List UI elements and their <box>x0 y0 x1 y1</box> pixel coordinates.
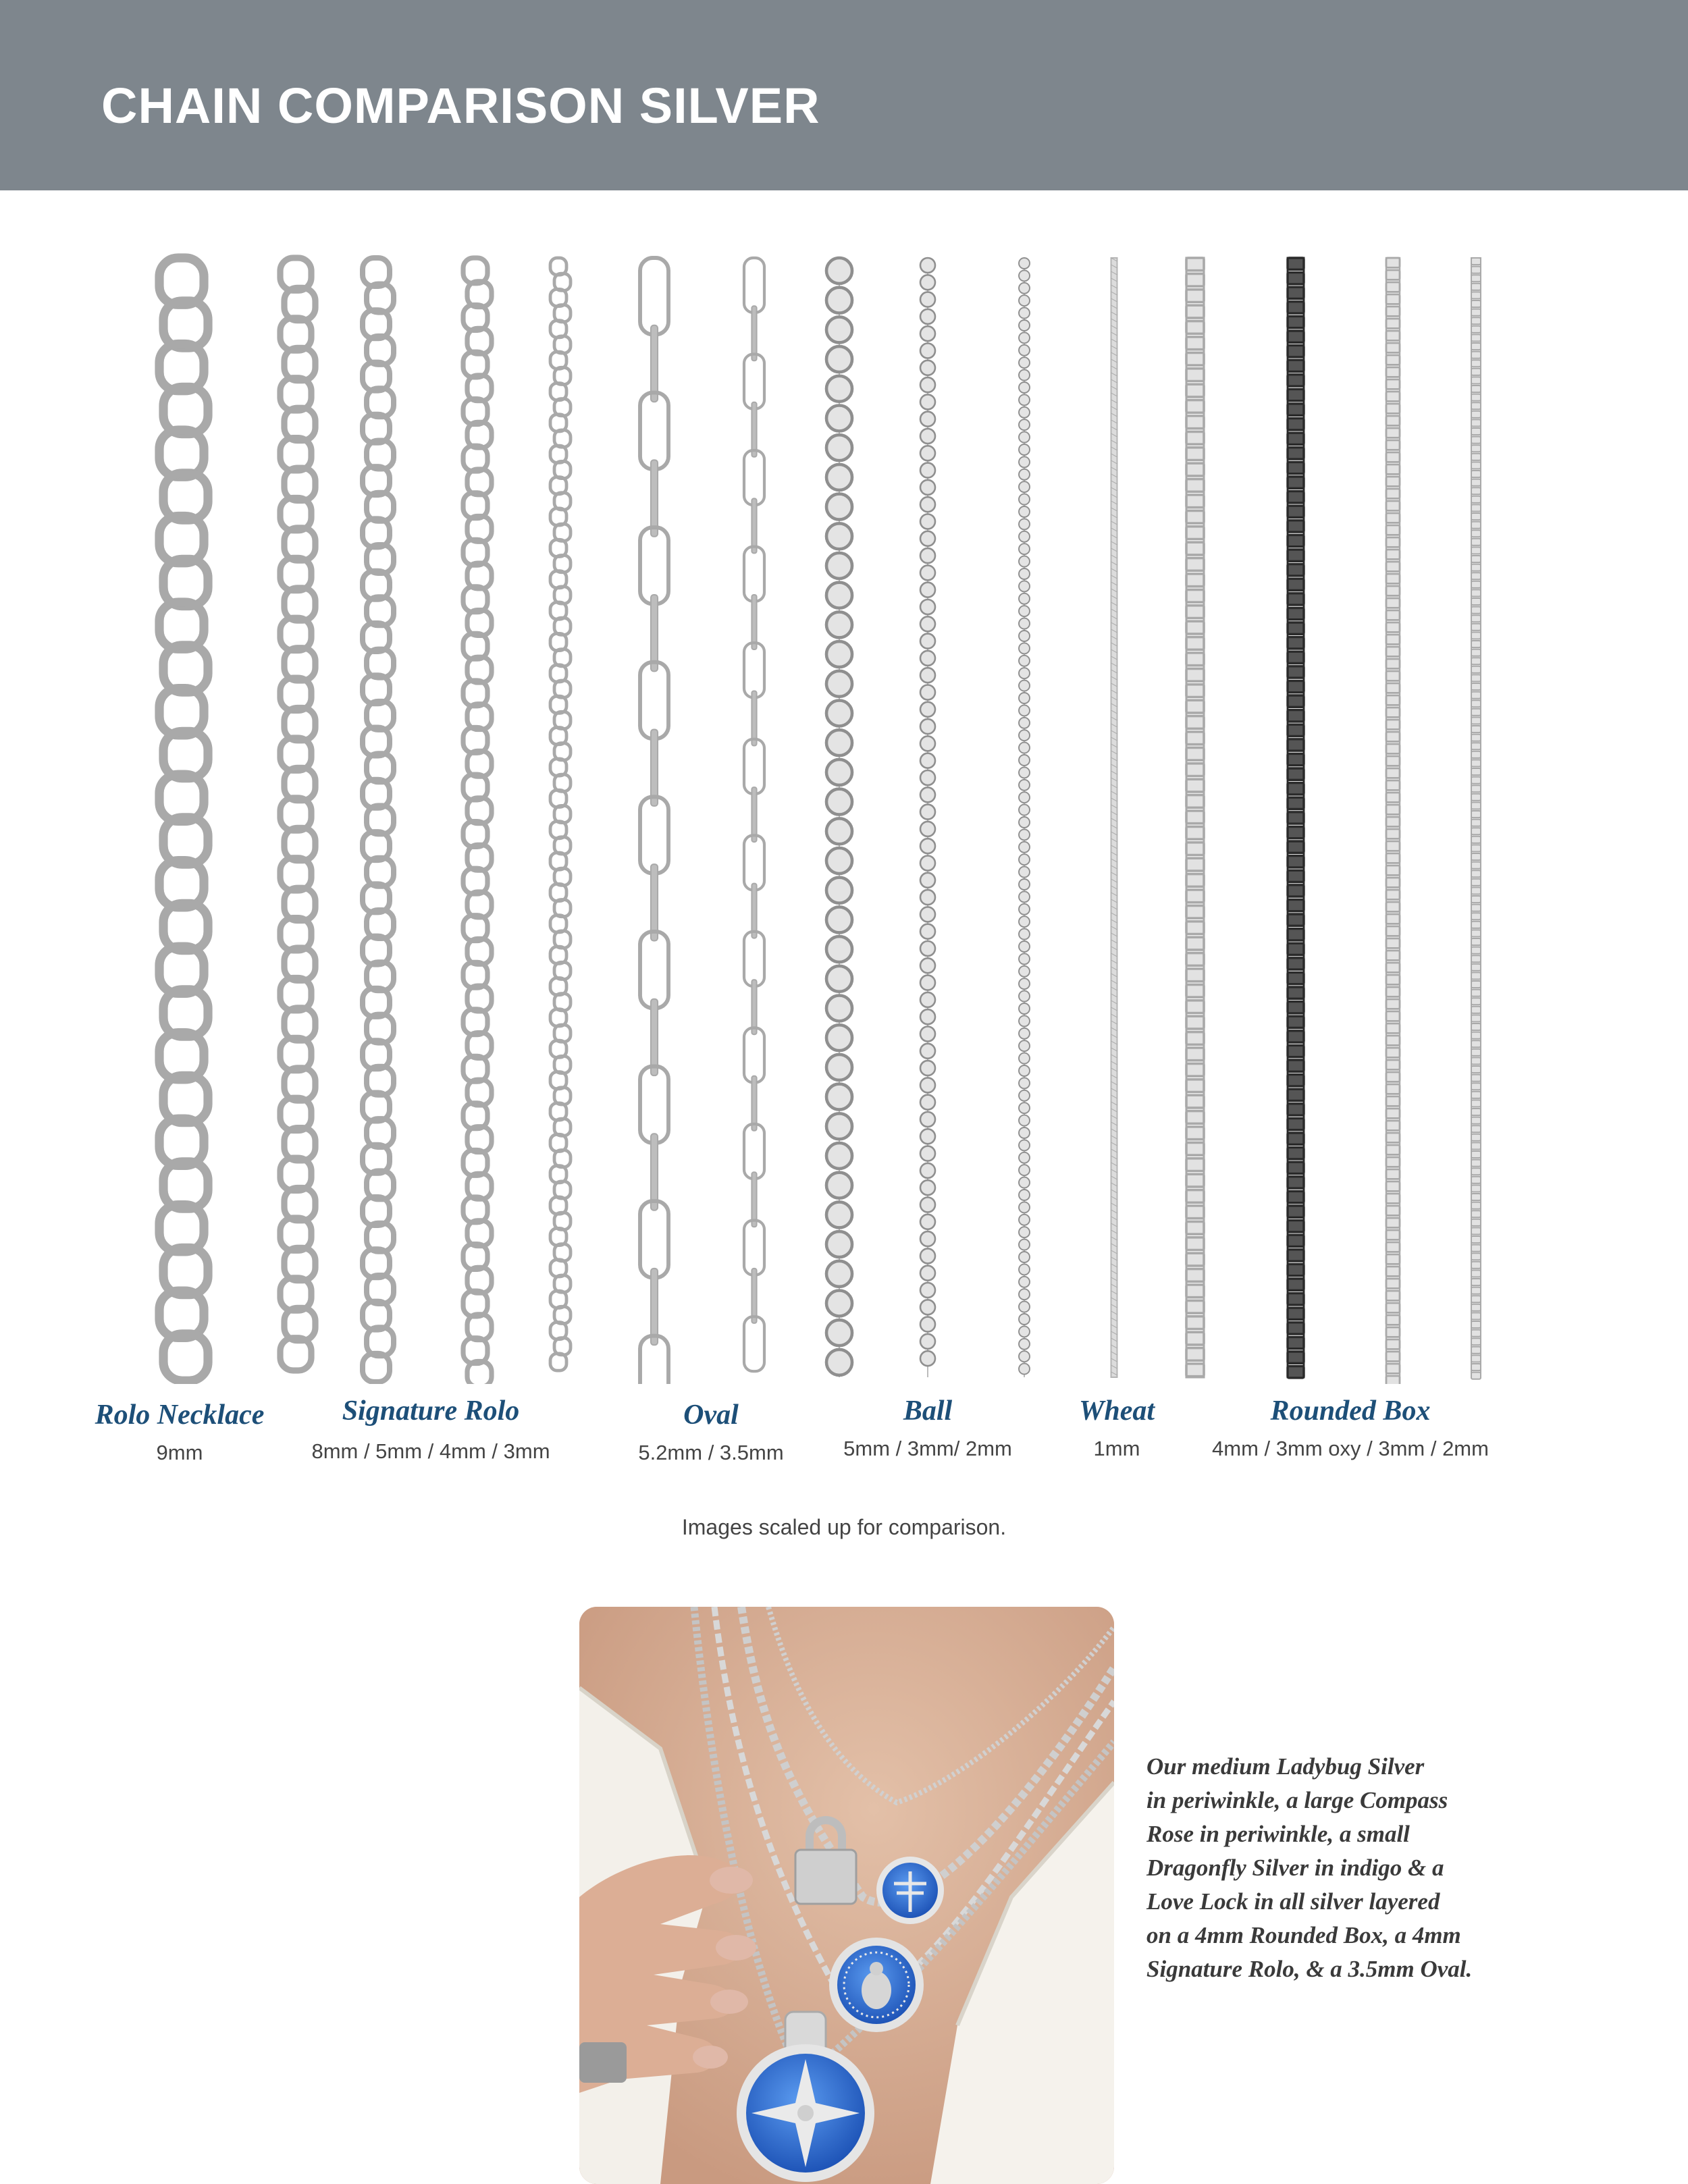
chain-signature-rolo-3mm <box>550 258 571 1370</box>
chain-ball-2mm <box>1019 258 1030 1377</box>
caption-line: Signature Rolo, & a 3.5mm Oval. <box>1146 1956 1473 1982</box>
group-label-rolo-necklace: Rolo Necklace <box>95 1400 265 1431</box>
page-title: CHAIN COMPARISON SILVER <box>101 78 820 134</box>
group-label-rounded-box: Rounded Box <box>1270 1395 1431 1427</box>
group-sizes-oval: 5.2mm / 3.5mm <box>638 1441 784 1464</box>
chain-rounded-box-2mm <box>1471 258 1481 1379</box>
group-sizes-signature-rolo: 8mm / 5mm / 4mm / 3mm <box>311 1439 550 1463</box>
group-sizes-rolo-necklace: 9mm <box>156 1441 203 1464</box>
caption-line: Dragonfly Silver in indigo & a <box>1146 1855 1444 1881</box>
chain-oval-3.5mm <box>744 258 764 1371</box>
chain-ball-5mm <box>826 258 852 1377</box>
chain-signature-rolo-4mm <box>463 258 492 1384</box>
scale-note: Images scaled up for comparison. <box>681 1515 1007 1539</box>
chain-wheat-1mm <box>1111 258 1117 1377</box>
necklace-photo-illustration <box>579 1607 1114 2184</box>
page-header <box>0 0 1688 190</box>
caption-line: Love Lock in all silver layered <box>1146 1888 1440 1915</box>
group-label-wheat: Wheat <box>1078 1395 1155 1427</box>
chain-rounded-box-3mm <box>1386 258 1400 1384</box>
chain-rounded-box-4mm <box>1186 258 1204 1377</box>
caption-line: Rose in periwinkle, a small <box>1146 1821 1410 1847</box>
chain-ball-3mm <box>920 258 935 1377</box>
group-sizes-ball: 5mm / 3mm/ 2mm <box>843 1437 1012 1460</box>
photo-caption <box>1146 1750 1525 1986</box>
caption-line: Our medium Ladybug Silver <box>1146 1753 1425 1780</box>
layered-necklace-photo <box>579 1607 1114 2184</box>
group-label-signature-rolo: Signature Rolo <box>342 1395 520 1427</box>
caption-line: in periwinkle, a large Compass <box>1146 1787 1448 1813</box>
caption-line: on a 4mm Rounded Box, a 4mm <box>1146 1922 1461 1948</box>
chain-rolo-necklace-9mm <box>159 258 208 1381</box>
chain-oval-5.2mm <box>640 258 668 1384</box>
group-label-ball: Ball <box>903 1395 953 1427</box>
chain-rounded-box-3mmoxy <box>1288 258 1304 1378</box>
chain-comparison-strip <box>0 250 1688 1384</box>
group-label-oval: Oval <box>683 1400 739 1431</box>
group-sizes-wheat: 1mm <box>1093 1437 1140 1460</box>
chain-signature-rolo-8mm <box>280 258 315 1370</box>
chain-signature-rolo-5mm <box>363 258 394 1382</box>
group-sizes-rounded-box: 4mm / 3mm oxy / 3mm / 2mm <box>1212 1437 1489 1460</box>
